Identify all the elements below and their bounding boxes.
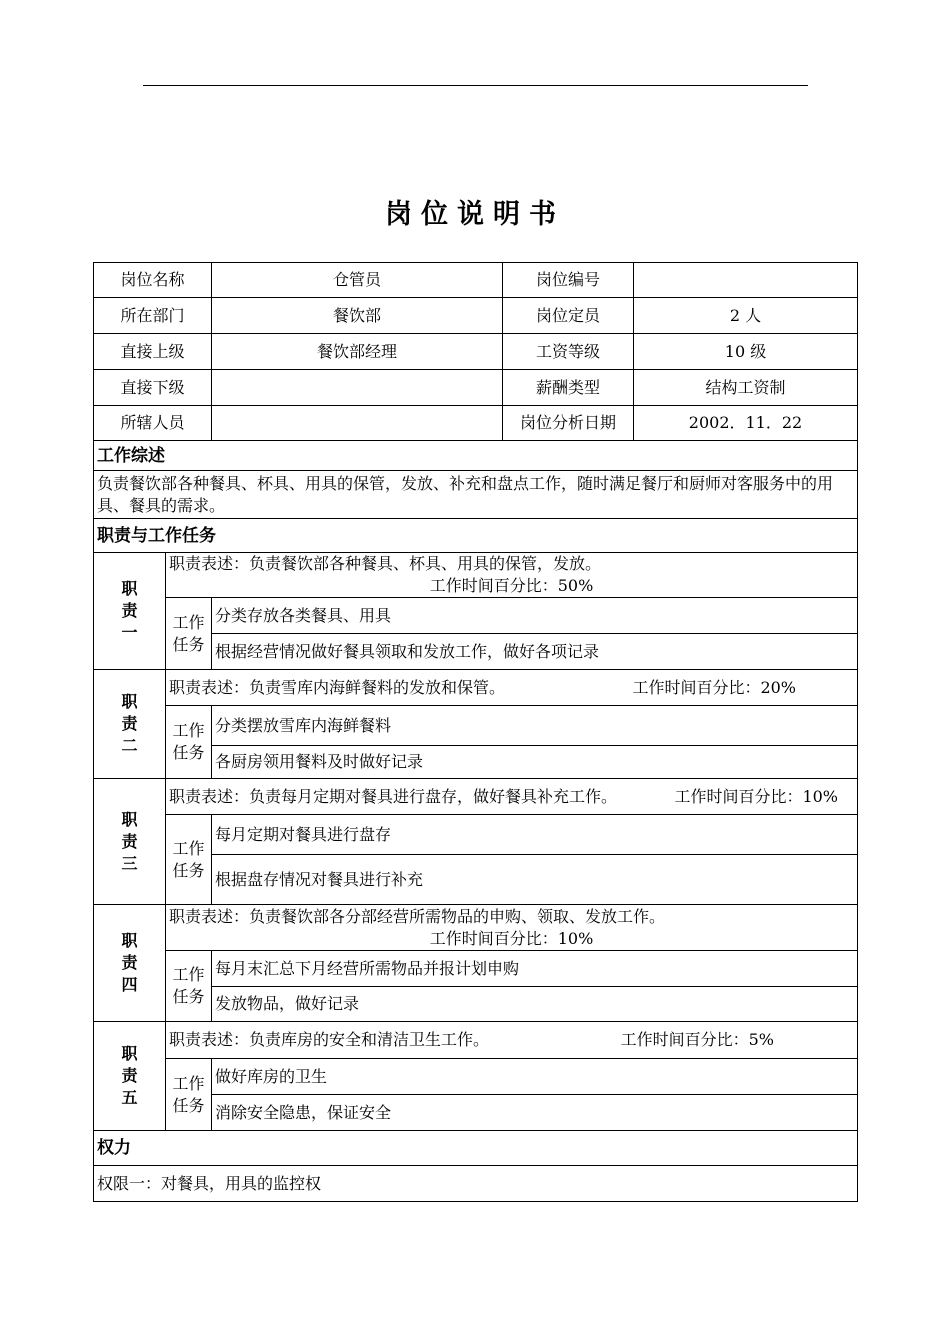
info-label: 岗位编号	[503, 263, 634, 298]
task-item: 消除安全隐患，保证安全	[212, 1095, 858, 1131]
info-value: 餐饮部经理	[212, 334, 503, 370]
info-label: 薪酬类型	[503, 370, 634, 406]
task-item: 发放物品，做好记录	[212, 987, 858, 1022]
duty-label: 职 责 二	[94, 670, 166, 779]
info-label: 所在部门	[94, 298, 212, 334]
info-label: 所辖人员	[94, 406, 212, 441]
info-value: 2002．11．22	[634, 406, 858, 441]
duty-desc-text: 职责表述：负责餐饮部各分部经营所需物品的申购、领取、发放工作。	[169, 906, 666, 926]
duty-percentage: 工作时间百分比：50%	[429, 576, 594, 595]
task-item: 各厨房领用餐料及时做好记录	[212, 746, 858, 779]
duty-desc-text: 职责表述：负责库房的安全和清洁卫生工作。	[169, 1030, 490, 1049]
duty-row	[94, 553, 858, 598]
task-label: 工作 任务	[166, 951, 212, 1022]
task-label: 工作 任务	[166, 815, 212, 905]
duty-percentage: 工作时间百分比：10%	[429, 928, 594, 948]
info-label: 直接下级	[94, 370, 212, 406]
duty-desc-text: 职责表述：负责餐饮部各种餐具、杯具、用具的保管，发放。	[169, 554, 602, 573]
info-row	[94, 298, 858, 334]
task-item: 每月末汇总下月经营所需物品并报计划申购	[212, 951, 858, 987]
task-item: 每月定期对餐具进行盘存	[212, 815, 858, 855]
duty-row	[94, 905, 858, 951]
info-value: 结构工资制	[634, 370, 858, 406]
duty-description	[166, 1022, 858, 1059]
info-row	[94, 406, 858, 441]
duty-description	[166, 553, 858, 598]
duty-description	[166, 670, 858, 706]
info-label: 岗位名称	[94, 263, 212, 298]
duty-label: 职 责 四	[94, 905, 166, 1022]
info-label: 岗位分析日期	[503, 406, 634, 441]
task-item: 分类存放各类餐具、用具	[212, 598, 858, 634]
duty-percentage: 工作时间百分比：20%	[632, 677, 797, 697]
duty-desc-text: 职责表述：负责每月定期对餐具进行盘存，做好餐具补充工作。	[169, 786, 618, 806]
duty-label: 职 责 五	[94, 1022, 166, 1131]
info-value	[634, 263, 858, 298]
authority-item: 权限一：对餐具，用具的监控权	[94, 1166, 858, 1202]
duty-row	[94, 1022, 858, 1059]
task-label: 工作 任务	[166, 706, 212, 779]
duty-percentage: 工作时间百分比：5%	[620, 1030, 775, 1049]
info-value: 2 人	[634, 298, 858, 334]
summary-text: 负责餐饮部各种餐具、杯具、用具的保管，发放、补充和盘点工作，随时满足餐厅和厨师对客服务中的用具、餐具的需求。	[94, 471, 858, 519]
task-item: 分类摆放雪库内海鲜餐料	[212, 706, 858, 746]
info-label: 工资等级	[503, 334, 634, 370]
info-value	[212, 370, 503, 406]
top-rule	[143, 85, 808, 86]
task-item: 做好库房的卫生	[212, 1059, 858, 1095]
info-row	[94, 263, 858, 298]
task-item: 根据经营情况做好餐具领取和发放工作，做好各项记录	[212, 634, 858, 670]
page-title: 岗位说明书	[385, 199, 565, 230]
job-description-table	[93, 262, 858, 1202]
duty-label: 职 责 三	[94, 779, 166, 905]
info-row	[94, 334, 858, 370]
task-label: 工作 任务	[166, 1059, 212, 1131]
task-item: 根据盘存情况对餐具进行补充	[212, 855, 858, 905]
duties-heading: 职责与工作任务	[94, 519, 858, 553]
info-row	[94, 370, 858, 406]
info-value: 10 级	[634, 334, 858, 370]
info-label: 岗位定员	[503, 298, 634, 334]
duty-label: 职 责 一	[94, 553, 166, 670]
duty-desc-text: 职责表述：负责雪库内海鲜餐料的发放和保管。	[169, 677, 506, 697]
summary-heading: 工作综述	[94, 441, 858, 471]
info-value: 餐饮部	[212, 298, 503, 334]
info-label: 直接上级	[94, 334, 212, 370]
authority-heading: 权力	[94, 1131, 858, 1166]
task-label: 工作 任务	[166, 598, 212, 670]
duty-percentage: 工作时间百分比：10%	[674, 786, 839, 806]
duty-row	[94, 779, 858, 815]
duty-row	[94, 670, 858, 706]
duty-description	[166, 905, 858, 951]
duty-description	[166, 779, 858, 815]
info-value: 仓管员	[212, 263, 503, 298]
info-value	[212, 406, 503, 441]
